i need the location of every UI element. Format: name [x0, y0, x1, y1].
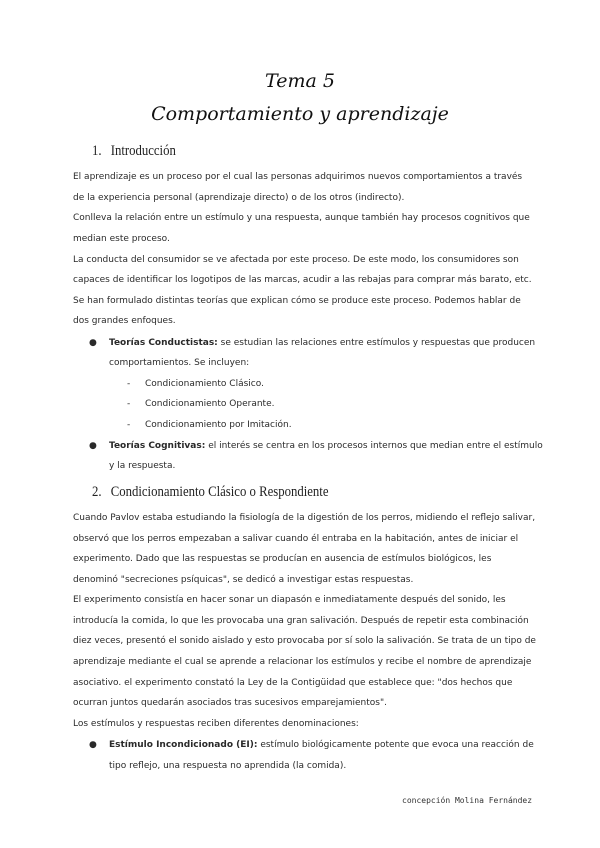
sub-list-item: Condicionamiento Clásico.	[145, 379, 264, 389]
paragraph-line: diez veces, presentó el sonido aislado y esto provocaba por sí solo la salivación. Se trata de un tipo de	[73, 636, 536, 646]
paragraph-line: Los estímulos y respuestas reciben diferentes denominaciones:	[73, 719, 359, 729]
dash-icon: -	[127, 399, 131, 409]
paragraph-line: de la experiencia personal (aprendizaje directo) o de los otros (indirecto).	[73, 193, 405, 203]
bullet-icon: ●	[89, 740, 97, 750]
dash-icon: -	[127, 379, 131, 389]
bullet-continuation: y la respuesta.	[109, 461, 176, 471]
section-number: 2.	[92, 484, 102, 500]
paragraph-line: median este proceso.	[73, 234, 170, 244]
paragraph-line: ocurran juntos quedarán asociados tras sucesivos emparejamientos".	[73, 698, 387, 708]
bullet-text: estímulo biológicamente potente que evoca una reacción de	[257, 740, 534, 750]
bullet-label: Estímulo Incondicionado (EI):	[109, 740, 258, 750]
bullet-icon: ●	[89, 441, 97, 451]
paragraph-line: aprendizaje mediante el cual se aprende a relacionar los estímulos y recibe el nombre de aprendizaje	[73, 657, 532, 667]
document-title: Comportamiento y aprendizaje	[151, 103, 449, 125]
section-title: Introducción	[110, 143, 176, 159]
dash-icon: -	[127, 420, 131, 430]
paragraph-line: denominó "secreciones psíquicas", se dedicó a investigar estas respuestas.	[73, 575, 414, 585]
bullet-label: Teorías Conductistas:	[109, 338, 218, 348]
topic-number: Tema 5	[265, 70, 335, 92]
paragraph-line: Conlleva la relación entre un estímulo y una respuesta, aunque también hay procesos cognitivos que	[73, 213, 530, 223]
paragraph-line: El experimento consistía en hacer sonar un diapasón e inmediatamente después del sonido, les	[73, 595, 506, 605]
bullet-label: Teorías Cognitivas:	[109, 441, 206, 451]
bullet-icon: ●	[89, 338, 97, 348]
paragraph-line: experimento. Dado que las respuestas se producían en ausencia de estímulos biológicos, les	[73, 554, 492, 564]
bullet-conductistas	[109, 337, 535, 349]
paragraph-line: Cuando Pavlov estaba estudiando la fisiología de la digestión de los perros, midiendo el reflejo salivar,	[73, 513, 536, 523]
section-number: 1.	[92, 143, 102, 159]
bullet-text: se estudian las relaciones entre estímulos y respuestas que producen	[217, 338, 536, 348]
paragraph-line: La conducta del consumidor se ve afectada por este proceso. De este modo, los consumidores son	[73, 255, 519, 265]
bullet-estimulo-incondicionado	[109, 739, 534, 751]
sub-list-item: Condicionamiento por Imitación.	[145, 420, 292, 430]
sub-list-item: Condicionamiento Operante.	[145, 399, 275, 409]
paragraph-line: observó que los perros empezaban a salivar cuando él entraba en la habitación, antes de iniciar el	[73, 534, 519, 544]
bullet-cognitivas	[109, 440, 543, 452]
section-title: Condicionamiento Clásico o Respondiente	[110, 484, 329, 500]
bullet-continuation: comportamientos. Se incluyen:	[109, 358, 250, 368]
paragraph-line: dos grandes enfoques.	[73, 316, 176, 326]
paragraph-line: El aprendizaje es un proceso por el cual las personas adquirimos nuevos comportamientos a través	[73, 172, 523, 182]
section-heading-clasico	[92, 484, 328, 501]
bullet-continuation: tipo reflejo, una respuesta no aprendida (la comida).	[109, 761, 347, 771]
bullet-text: el interés se centra en los procesos internos que median entre el estímulo	[205, 441, 543, 451]
paragraph-line: Se han formulado distintas teorías que explican cómo se produce este proceso. Podemos hablar de	[73, 296, 521, 306]
author-signature: concepción Molina Fernández	[402, 796, 533, 805]
paragraph-line: introducía la comida, lo que les provocaba una gran salivación. Después de repetir esta combinación	[73, 616, 529, 626]
paragraph-line: capaces de identificar los logotipos de las marcas, acudir a las rebajas para comprar más barato, etc.	[73, 275, 532, 285]
paragraph-line: asociativo. el experimento constató la Ley de la Contigüidad que establece que: "dos hechos que	[73, 678, 513, 688]
section-heading-intro	[92, 143, 176, 160]
